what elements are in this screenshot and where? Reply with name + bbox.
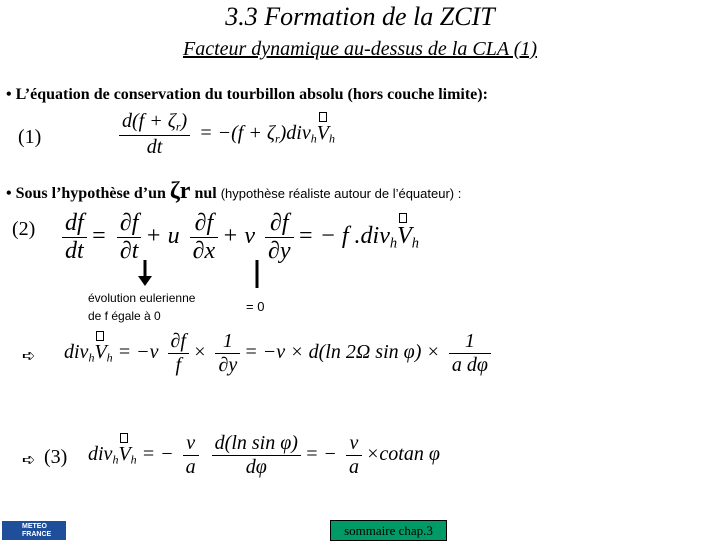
- bullet-conservation: • L’équation de conservation du tourbillon absolu (hors couche limite):: [6, 86, 488, 103]
- bullet-hypothesis-note: (hypothèse réaliste autour de l’équateur) :: [220, 186, 462, 201]
- equation-3: $div_hV_h$ = − $\frac{v}{a}$ $\frac{\text{d(ln sin φ)}}{d\varphi}$ = − $\frac{v}{a}$ ×cotan φ: [88, 432, 440, 478]
- note-eulerian-line2: de f égale à 0: [88, 309, 161, 323]
- down-arrow-icon: [130, 258, 160, 288]
- bullet-hypothesis-text: • Sous l’hypothèse d’un: [6, 185, 166, 202]
- page-title: 3.3 Formation de la ZCIT: [225, 2, 495, 31]
- bar-icon: [252, 258, 262, 290]
- equation-label-2: (2): [12, 218, 36, 240]
- equation-1: $\frac{d(f + \zeta_r)}{dt}$ = $-(f + \zeta_r)div_hV_h$: [115, 110, 335, 159]
- zeta-symbol: ζr: [169, 178, 191, 204]
- bullet-hypothesis: [6, 178, 461, 205]
- equation-label-3: (3): [44, 446, 68, 468]
- page-subtitle: Facteur dynamique au-dessus de la CLA (1): [182, 38, 538, 60]
- summary-chapter-button[interactable]: sommaire chap.3: [330, 520, 447, 541]
- implies-arrow-icon: ➪: [22, 348, 36, 365]
- logo-text-2: FRANCE: [22, 531, 52, 538]
- logo-text-1: METEO: [22, 523, 47, 530]
- equation-label-1: (1): [18, 126, 42, 148]
- equation-2: $\frac{df}{dt}$ = $\frac{\partial f}{\partial t}$ + u $\frac{\partial f}{\partial x}$ + v $\frac{\partial f}{\partial y}$ = − f $.div_hV_h$: [58, 210, 419, 265]
- bullet-hypothesis-nul: nul: [194, 185, 217, 202]
- note-eulerian-line1: évolution eulerienne: [88, 291, 196, 305]
- meteo-france-logo-icon: [2, 521, 66, 540]
- note-eulerian: [88, 289, 195, 325]
- implies-arrow-icon-2: ➪: [22, 452, 36, 469]
- note-zero: = 0: [246, 299, 265, 314]
- equation-derivation: $div_hV_h = -v$ $\frac{\partial f}{f}$ × $\frac{1}{\partial y}$ = −v × d(ln 2Ω sin φ) × $\frac{1}{\text{a dφ}}$: [64, 330, 495, 377]
